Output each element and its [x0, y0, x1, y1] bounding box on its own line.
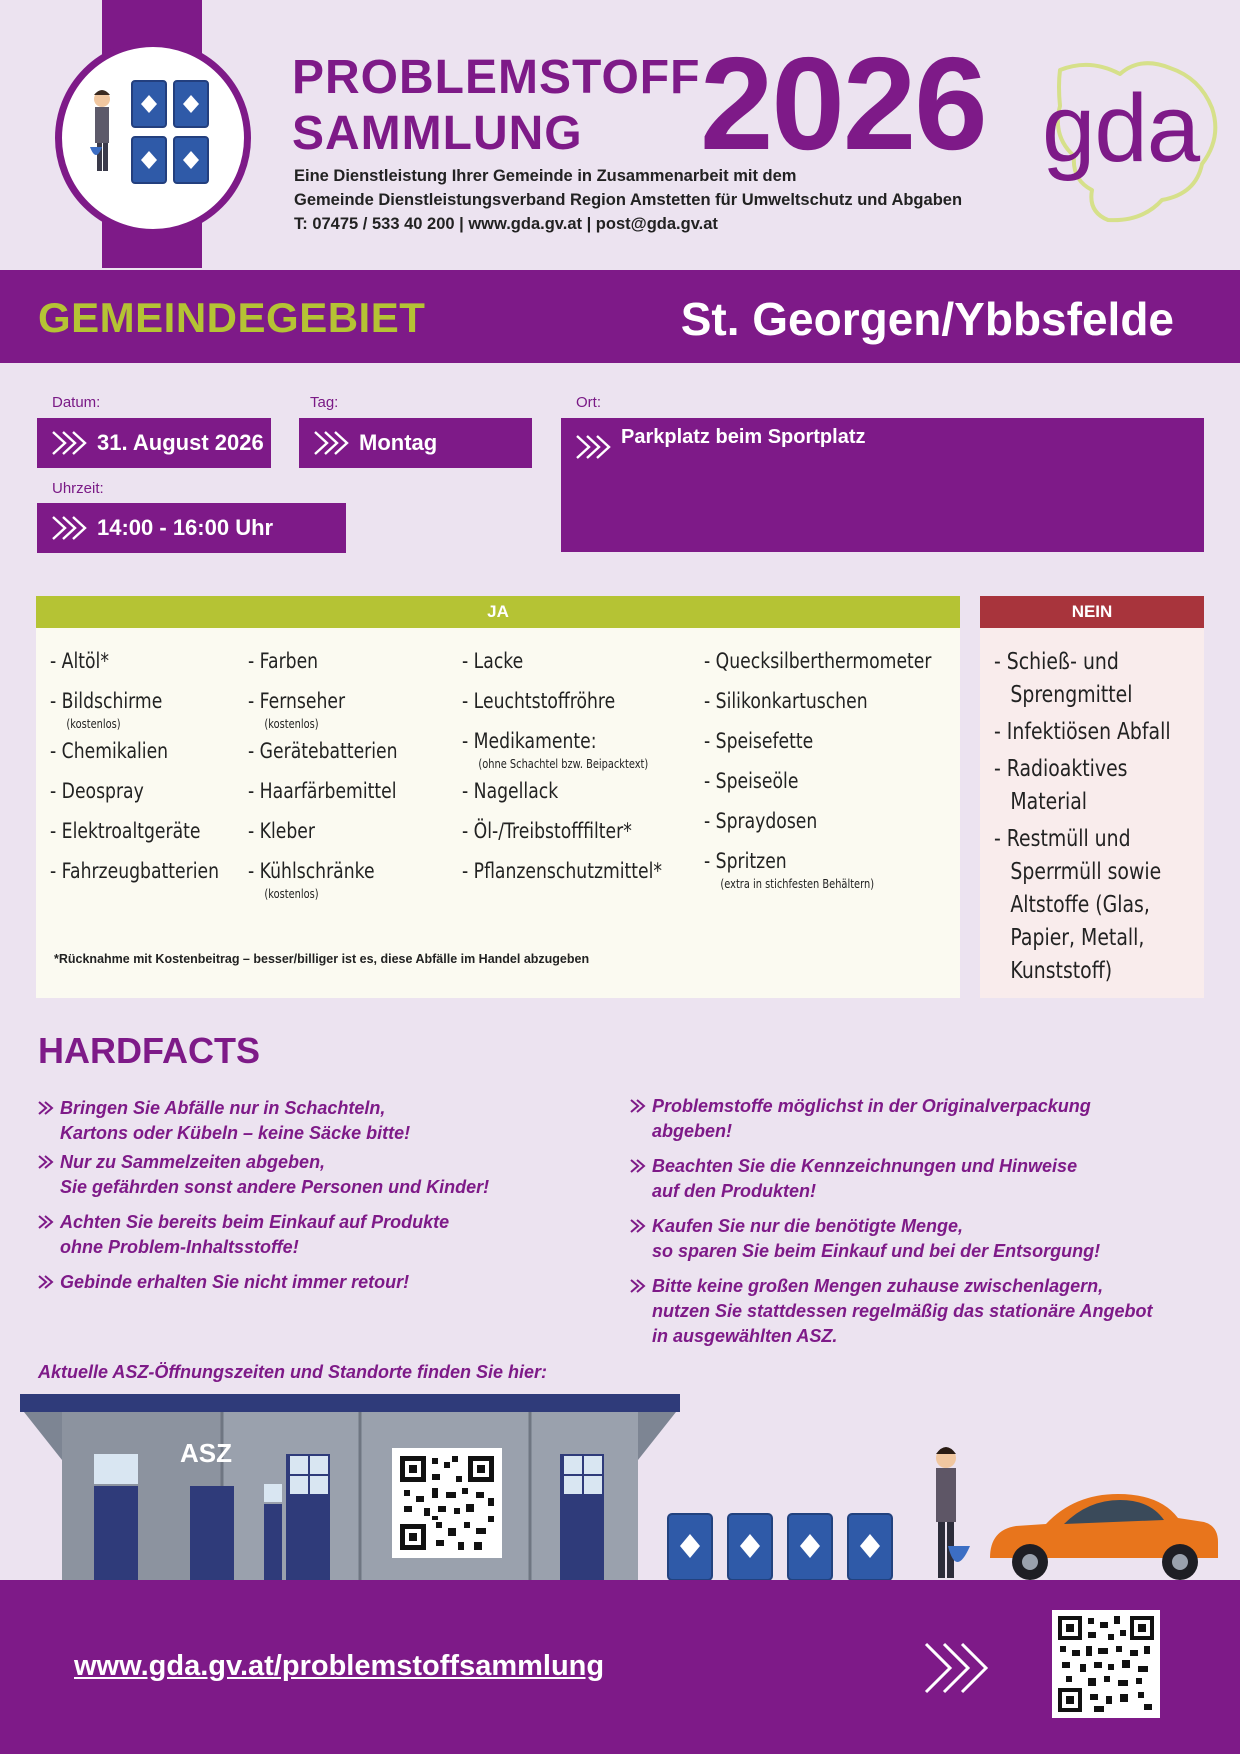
- list-item: - Chemikalien: [50, 739, 169, 763]
- list-item-note: (kostenlos): [264, 887, 319, 901]
- chevrons-right-icon: [630, 1219, 650, 1233]
- list-item: - Fahrzeugbatterien: [50, 859, 219, 883]
- chevrons-right-icon: [922, 1640, 992, 1696]
- hardfact-item: [38, 1150, 489, 1200]
- person-icon: [936, 1447, 970, 1578]
- hardfact-line: Bitte keine großen Mengen zuhause zwischenlagern,: [652, 1276, 1104, 1296]
- list-item: - Haarfärbemittel: [248, 779, 397, 803]
- time-box: [37, 503, 346, 553]
- list-item-label: - Medikamente:: [462, 729, 597, 753]
- area-band: [0, 270, 1240, 363]
- chevrons-right-icon: [38, 1155, 58, 1169]
- list-item: - Speisefette: [704, 729, 814, 753]
- hardfact-line: Kaufen Sie nur die benötigte Menge,: [652, 1216, 964, 1236]
- day-label: Tag:: [310, 394, 339, 411]
- barrels-person-icon: [62, 47, 244, 229]
- accepted-column-3: [462, 648, 706, 898]
- hardfact-line: ohne Problem-Inhaltsstoffe!: [60, 1237, 299, 1257]
- accepted-column-2: [248, 648, 430, 908]
- list-item: [248, 688, 398, 732]
- hardfact-line: Beachten Sie die Kennzeichnungen und Hinweise: [652, 1156, 1078, 1176]
- rejected-heading: NEIN: [980, 596, 1204, 628]
- list-item-label: - Spritzen: [704, 849, 787, 873]
- accepted-column-4: [704, 648, 981, 898]
- qr-code-footer[interactable]: [1052, 1610, 1160, 1718]
- contact-line: T: 07475 / 533 40 200 | www.gda.gv.at | post@gda.gv.at: [294, 215, 718, 233]
- chevrons-right-icon: [313, 430, 349, 456]
- list-item: [248, 858, 398, 902]
- hardfact-line: Gebinde erhalten Sie nicht immer retour!: [60, 1272, 410, 1292]
- list-item: - Lacke: [462, 649, 524, 673]
- list-item: - Spraydosen: [704, 809, 818, 833]
- accepted-items-panel: [36, 596, 960, 998]
- list-item: - Altöl*: [50, 649, 109, 673]
- hardfact-line: auf den Produkten!: [652, 1181, 817, 1201]
- hardfact-line: Sie gefährden sonst andere Personen und Kinder!: [60, 1177, 490, 1197]
- hardfact-line: Kartons oder Kübeln – keine Säcke bitte!: [60, 1123, 411, 1143]
- place-box: [561, 418, 1204, 552]
- date-box: [37, 418, 271, 468]
- accepted-column-1: [50, 648, 256, 898]
- list-item: - Silikonkartuschen: [704, 689, 868, 713]
- list-item: - Radioaktives Material: [994, 756, 1128, 815]
- hardfact-line: so sparen Sie beim Einkauf und bei der Entsorgung!: [652, 1241, 1101, 1261]
- chevrons-right-icon: [51, 515, 87, 541]
- car-icon: [990, 1494, 1218, 1580]
- hardfact-line: nutzen Sie stattdessen regelmäßig das stationäre Angebot: [652, 1301, 1153, 1321]
- date-label: Datum:: [52, 394, 101, 411]
- list-item: - Kleber: [248, 819, 315, 843]
- chevrons-right-icon: [630, 1159, 650, 1173]
- rejected-items-panel: [980, 596, 1204, 998]
- qr-code-icon: [1058, 1616, 1154, 1712]
- day-box: [299, 418, 532, 468]
- hardfact-line: Nur zu Sammelzeiten abgeben,: [60, 1152, 326, 1172]
- list-item: - Elektroaltgeräte: [50, 819, 201, 843]
- footer: [0, 1580, 1240, 1754]
- list-item-label: - Kühlschränke: [248, 859, 375, 883]
- year: 2026: [700, 30, 986, 177]
- time-value: 14:00 - 16:00 Uhr: [97, 515, 274, 540]
- list-item: - Speiseöle: [704, 769, 799, 793]
- hardfact-item: [38, 1270, 489, 1295]
- hardfact-line: Achten Sie bereits beim Einkauf auf Produkte: [60, 1212, 450, 1232]
- list-item: - Leuchtstoffröhre: [462, 689, 616, 713]
- title-line-1: PROBLEMSTOFF: [292, 51, 701, 104]
- hardfacts-title: HARDFACTS: [38, 1030, 260, 1071]
- list-item: - Nagellack: [462, 779, 559, 803]
- logo-illustration: [55, 40, 251, 236]
- list-item: - Deospray: [50, 779, 144, 803]
- hardfact-item: [38, 1210, 489, 1260]
- title-line-2: SAMMLUNG: [292, 107, 583, 160]
- subtitle-line-1: Eine Dienstleistung Ihrer Gemeinde in Zusammenarbeit mit dem: [294, 167, 797, 185]
- list-item: - Infektiösen Abfall: [994, 719, 1171, 745]
- asz-label: ASZ: [180, 1438, 232, 1468]
- chevrons-right-icon: [630, 1099, 650, 1113]
- list-item: [50, 688, 219, 732]
- list-item: - Quecksilberthermometer: [704, 649, 932, 673]
- hardfact-line: Bringen Sie Abfälle nur in Schachteln,: [60, 1098, 386, 1118]
- brand-logo: gda: [1042, 75, 1200, 182]
- hardfact-line: in ausgewählten ASZ.: [652, 1326, 838, 1346]
- asz-caption: Aktuelle ASZ-Öffnungszeiten und Standorte finden Sie hier:: [38, 1362, 548, 1382]
- area-name: St. Georgen/Ybbsfelde: [680, 293, 1174, 345]
- hardfact-item: [630, 1214, 1152, 1264]
- chevrons-right-icon: [575, 434, 611, 460]
- chevrons-right-icon: [38, 1215, 58, 1229]
- list-item-note: (kostenlos): [264, 717, 319, 731]
- list-item: - Gerätebatterien: [248, 739, 398, 763]
- list-item-note: (extra in stichfesten Behältern): [720, 877, 875, 891]
- rejected-list: [994, 646, 1240, 992]
- barrel-icons: [668, 1514, 892, 1580]
- chevrons-right-icon: [38, 1101, 58, 1115]
- hardfact-item: [38, 1096, 489, 1146]
- list-item: [704, 848, 931, 892]
- list-item-label: - Fernseher: [248, 689, 346, 713]
- subtitle-line-2: Gemeinde Dienstleistungsverband Region Amstetten für Umweltschutz und Abgaben: [294, 191, 963, 209]
- list-item: [462, 728, 662, 772]
- list-item: - Schieß- und Sprengmittel: [994, 649, 1133, 708]
- page-title: [292, 50, 700, 162]
- list-item-note: (ohne Schachtel bzw. Beipacktext): [478, 757, 649, 771]
- list-item: - Pflanzenschutzmittel*: [462, 859, 663, 883]
- hardfact-item: [630, 1274, 1152, 1349]
- accepted-heading: JA: [36, 596, 960, 628]
- place-label: Ort:: [576, 394, 601, 411]
- list-item: - Öl-/Treibstofffilter*: [462, 819, 632, 843]
- hardfacts-right-list: [630, 1094, 1152, 1359]
- list-item: - Farben: [248, 649, 319, 673]
- chevrons-right-icon: [38, 1275, 58, 1289]
- hardfact-line: Problemstoffe möglichst in der Originalverpackung: [652, 1096, 1091, 1116]
- footer-link[interactable]: www.gda.gv.at/problemstoffsammlung: [74, 1650, 605, 1682]
- list-item-note: (kostenlos): [66, 717, 121, 731]
- list-item-label: - Bildschirme: [50, 689, 163, 713]
- hardfact-item: [630, 1154, 1152, 1204]
- footnote: *Rücknahme mit Kostenbeitrag – besser/billiger ist es, diese Abfälle im Handel abzugeben: [54, 952, 590, 966]
- header: [0, 0, 1240, 268]
- day-value: Montag: [359, 430, 438, 455]
- hardfact-item: [630, 1094, 1152, 1144]
- time-label: Uhrzeit:: [52, 480, 104, 497]
- hardfacts-left-list: [38, 1096, 489, 1305]
- hardfact-line: abgeben!: [652, 1121, 733, 1141]
- date-value: 31. August 2026: [97, 430, 264, 455]
- subtitle: [294, 164, 962, 236]
- list-item: - Restmüll und Sperrmüll sowie Altstoffe (Glas, Papier, Metall, Kunststoff): [994, 826, 1162, 984]
- area-label: GEMEINDEGEBIET: [38, 294, 426, 341]
- chevrons-right-icon: [630, 1279, 650, 1293]
- place-value: Parkplatz beim Sportplatz: [621, 426, 866, 448]
- chevrons-right-icon: [51, 430, 87, 456]
- asz-illustration: [0, 1388, 1240, 1584]
